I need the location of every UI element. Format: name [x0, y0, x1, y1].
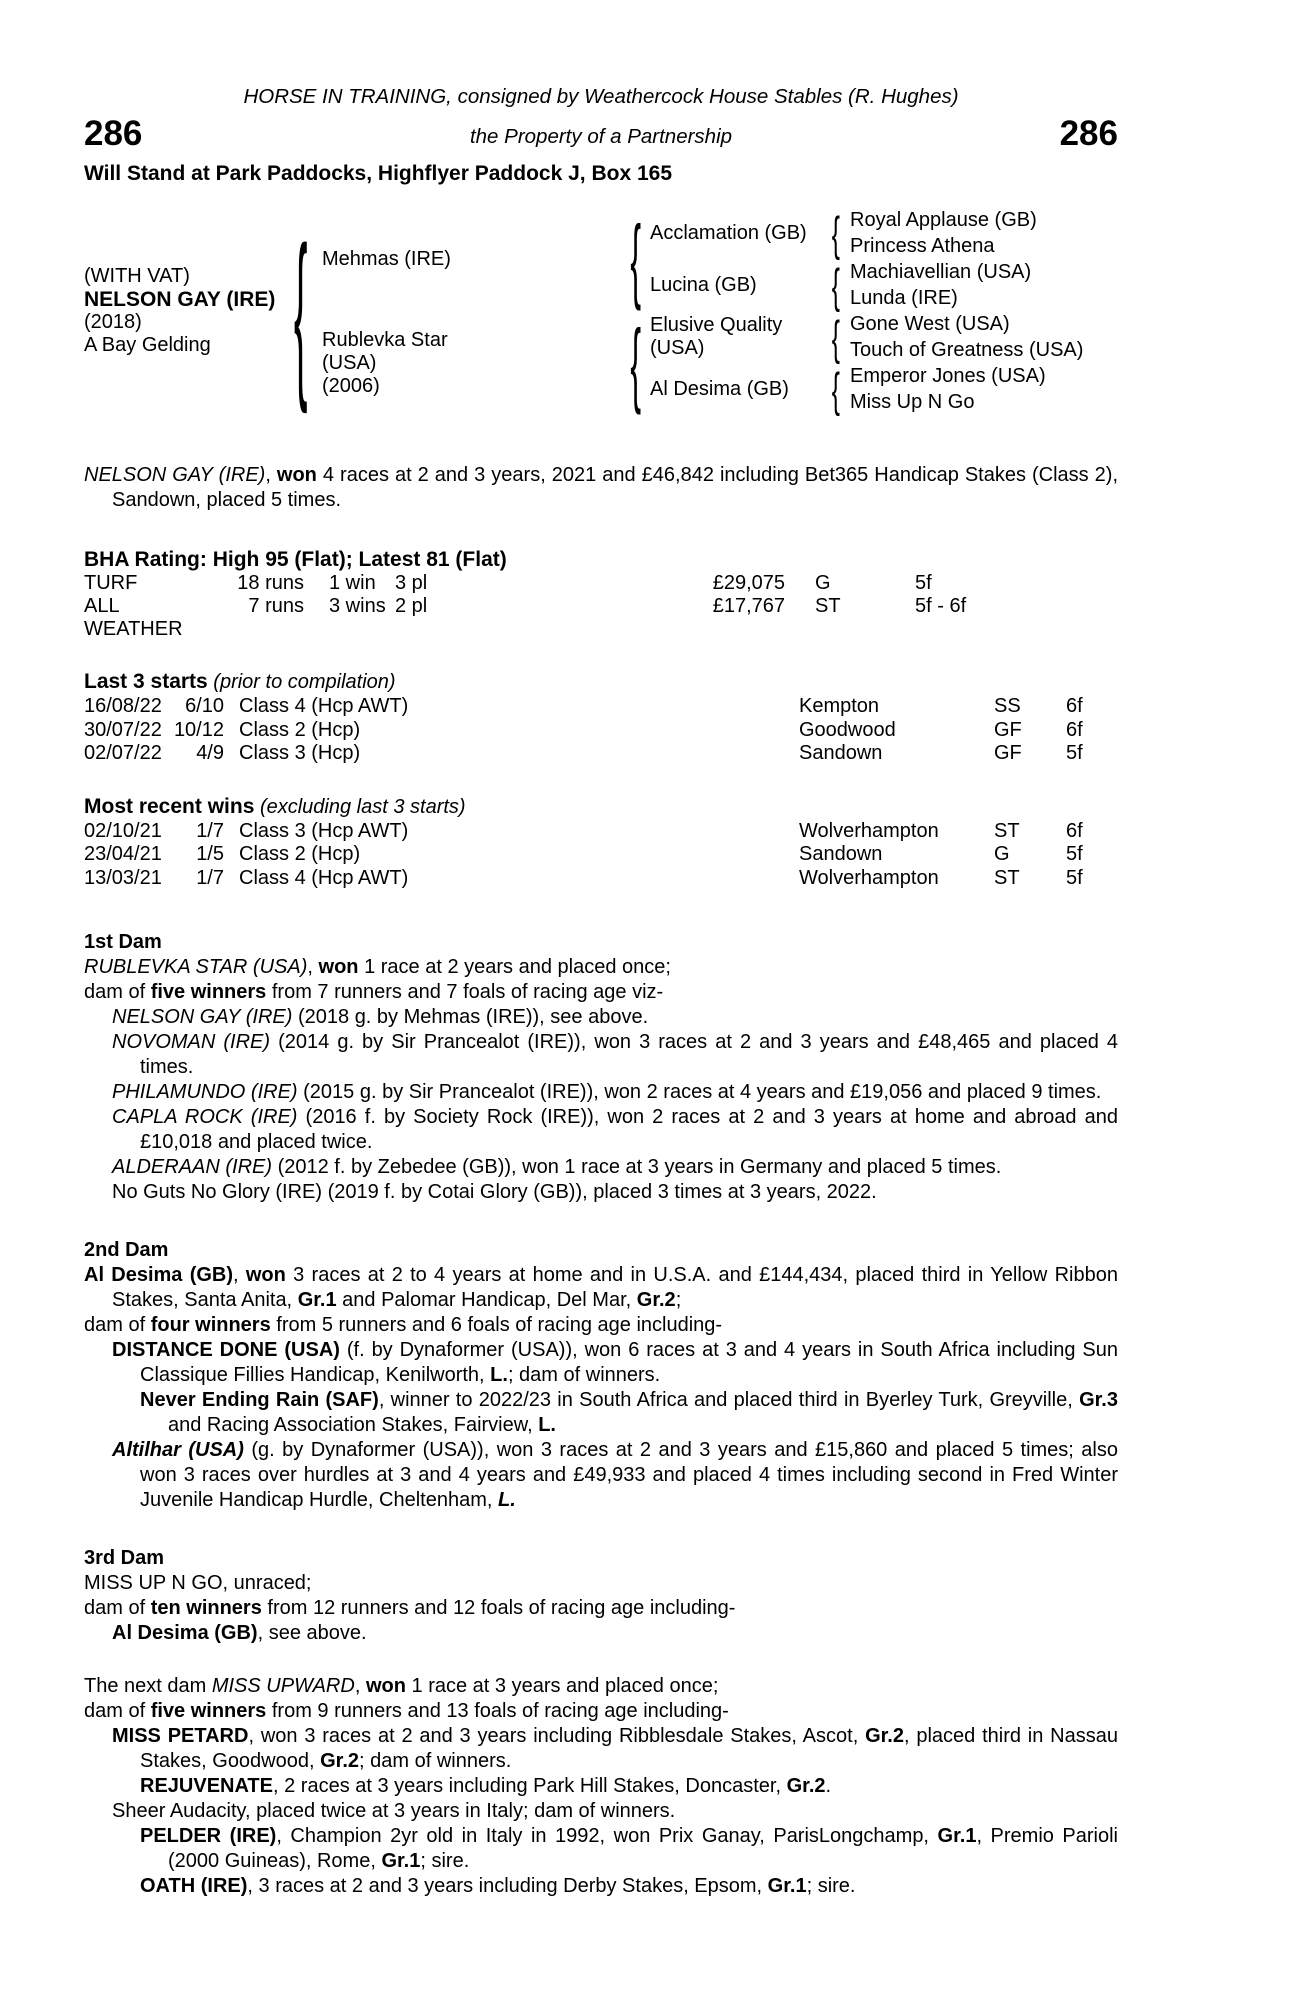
second-dam-section: [84, 1238, 1118, 1513]
pedigree-brace-gen3: [822, 259, 850, 311]
section-note: (excluding last 3 starts): [259, 795, 466, 818]
section-note: (prior to compilation): [213, 671, 396, 693]
dam-paragraph: RUBLEVKA STAR (USA), won 1 race at 2 years and placed once;: [84, 956, 671, 978]
distance-cell: 6f: [1066, 819, 1083, 842]
pedigree-gen3-name: Machiavellian (USA): [850, 260, 1032, 283]
distance-cell: 5f: [915, 572, 932, 594]
going-cell: G: [815, 572, 831, 594]
last-3-starts-heading: [84, 669, 1118, 695]
progeny-paragraph: DISTANCE DONE (USA) (f. by Dynaformer (USA)), won 6 races at 3 and 4 years in South Africa including Sun Classique Fillies Handicap, Kenilworth, L.; dam of winners.: [112, 1339, 1119, 1386]
section-title: Last 3 starts: [84, 670, 208, 693]
brace-icon: [828, 210, 844, 257]
first-dam-section: [84, 930, 1118, 1205]
progeny-paragraph: REJUVENATE, 2 races at 3 years including Park Hill Stakes, Doncaster, Gr.2.: [140, 1775, 832, 1797]
race-record-paragraph: NELSON GAY (IRE), won 4 races at 2 and 3 years, 2021 and £46,842 including Bet365 Handicap Stakes (Class 2), Sandown, placed 5 times.: [84, 464, 1118, 511]
distance-cell: 6f: [1066, 718, 1083, 741]
progeny-paragraph: Sheer Audacity, placed twice at 3 years in Italy; dam of winners.: [112, 1800, 676, 1822]
position-cell: 6/10: [185, 695, 224, 717]
first-dam-heading: 1st Dam: [84, 931, 162, 953]
brace-icon: [828, 366, 844, 413]
most-recent-wins-table: [84, 820, 1118, 891]
dam-paragraph: dam of ten winners from 12 runners and 12 foals of racing age including-: [84, 1597, 736, 1619]
horse-description: A Bay Gelding: [84, 334, 211, 356]
pedigree-gen3-name: Lunda (IRE): [850, 286, 958, 309]
third-dam-section: [84, 1546, 1118, 1646]
last-3-starts-section: [84, 669, 1118, 766]
progeny-paragraph: CAPLA ROCK (IRE) (2016 f. by Society Rock (IRE)), won 2 races at 2 and 3 years at home and abroad and £10,018 and placed twice.: [112, 1106, 1118, 1153]
wins-cell: 1 win: [329, 572, 376, 594]
most-recent-wins-section: [84, 794, 1118, 891]
progeny-paragraph: ALDERAAN (IRE) (2012 f. by Zebedee (GB)), won 1 race at 3 years in Germany and placed 5 times.: [112, 1156, 1002, 1178]
distance-cell: 5f - 6f: [915, 595, 967, 617]
progeny-paragraph: No Guts No Glory (IRE) (2019 f. by Cotai Glory (GB)), placed 3 times at 3 years, 2022.: [112, 1181, 877, 1203]
class-cell: Class 2 (Hcp): [239, 718, 361, 741]
class-cell: Class 2 (Hcp): [239, 843, 361, 865]
pedigree-brace-dam: [622, 311, 650, 415]
progeny-paragraph: OATH (IRE), 3 races at 2 and 3 years including Derby Stakes, Epsom, Gr.1; sire.: [140, 1875, 856, 1897]
section-title: Most recent wins: [84, 794, 255, 818]
dam-name: Rublevka Star (USA) (2006): [322, 328, 448, 397]
brace-icon: [620, 212, 651, 306]
progeny-paragraph: Al Desima (GB), see above.: [112, 1622, 367, 1644]
bha-rating-section: [84, 547, 1118, 641]
surface-label: TURF: [84, 572, 138, 594]
position-cell: 4/9: [196, 742, 224, 764]
dam-paragraph: dam of four winners from 5 runners and 6 foals of racing age including-: [84, 1314, 723, 1336]
lot-row: [84, 111, 1118, 153]
going-cell: G: [994, 843, 1010, 865]
distance-cell: 5f: [1066, 843, 1083, 865]
position-cell: 1/7: [196, 819, 224, 842]
pedigree-gen2-dam-sire: Elusive Quality (USA): [650, 314, 783, 359]
lot-number-right: 286: [1059, 114, 1118, 153]
progeny-paragraph: MISS PETARD, won 3 races at 2 and 3 years including Ribblesdale Stakes, Ascot, Gr.2, placed third in Nassau Stakes, Goodwood, Gr.2; dam of winners.: [112, 1725, 1118, 1772]
pedigree-gen2-sire-dam: Lucina (GB): [650, 273, 757, 296]
date-cell: 02/10/21: [84, 819, 162, 842]
progeny-paragraph: PELDER (IRE), Champion 2yr old in Italy in 1992, won Prix Ganay, ParisLongchamp, Gr.1, Premio Parioli (2000 Guineas), Rome, Gr.1; sire.: [140, 1825, 1118, 1872]
venue-cell: Goodwood: [799, 718, 896, 741]
wins-cell: 3 wins: [329, 595, 386, 617]
places-cell: 2 pl: [395, 595, 428, 617]
pedigree-brace-gen3: [822, 311, 850, 363]
vat-note: (WITH VAT): [84, 265, 190, 287]
lot-number-left: 286: [84, 114, 143, 153]
runs-cell: 18 runs: [237, 572, 304, 594]
distance-cell: 5f: [1066, 866, 1083, 889]
pedigree-gen3-name: Miss Up N Go: [850, 390, 975, 413]
pedigree-brace-gen3: [822, 207, 850, 259]
places-cell: 3 pl: [395, 572, 428, 594]
pedigree-gen3-name: Princess Athena: [850, 234, 995, 257]
next-dam-section: [84, 1674, 1118, 1899]
venue-cell: Wolverhampton: [799, 819, 939, 842]
third-dam-heading: 3rd Dam: [84, 1547, 165, 1569]
pedigree-brace-sire: [622, 207, 650, 311]
pedigree-gen3-name: Royal Applause (GB): [850, 208, 1037, 231]
pedigree-gen3-name: Emperor Jones (USA): [850, 364, 1046, 387]
sire-name: Mehmas (IRE): [322, 247, 451, 270]
surface-label: ALL WEATHER: [84, 595, 183, 640]
date-cell: 30/07/22: [84, 718, 162, 741]
dam-paragraph: dam of five winners from 7 runners and 7 foals of racing age viz-: [84, 981, 664, 1003]
going-cell: GF: [994, 742, 1022, 764]
pedigree-gen2-sire-sire: Acclamation (GB): [650, 221, 807, 244]
bha-table: [84, 572, 1118, 641]
brace-icon: [620, 316, 651, 410]
position-cell: 1/5: [196, 843, 224, 865]
going-cell: SS: [994, 695, 1021, 717]
venue-cell: Sandown: [799, 742, 883, 764]
class-cell: Class 3 (Hcp AWT): [239, 819, 409, 842]
date-cell: 23/04/21: [84, 843, 162, 865]
progeny-paragraph: PHILAMUNDO (IRE) (2015 g. by Sir Prancealot (IRE)), won 2 races at 4 years and £19,056 and placed 9 times.: [112, 1081, 1102, 1103]
horse-name: NELSON GAY (IRE): [84, 288, 276, 311]
most-recent-wins-heading: [84, 794, 1118, 820]
pedigree-table: [84, 207, 1118, 415]
venue-cell: Kempton: [799, 695, 880, 717]
pedigree-gen2-dam-dam: Al Desima (GB): [650, 377, 789, 400]
position-cell: 10/12: [173, 718, 224, 741]
going-cell: ST: [815, 595, 841, 617]
consignor-line: HORSE IN TRAINING, consigned by Weathercock House Stables (R. Hughes): [243, 85, 959, 108]
prize-cell: £17,767: [712, 595, 785, 617]
prize-cell: £29,075: [712, 572, 785, 594]
second-dam-heading: 2nd Dam: [84, 1239, 169, 1261]
class-cell: Class 4 (Hcp AWT): [239, 866, 409, 889]
class-cell: Class 4 (Hcp AWT): [239, 695, 409, 717]
pedigree-gen3-name: Touch of Greatness (USA): [850, 338, 1084, 361]
distance-cell: 5f: [1066, 742, 1083, 764]
going-cell: ST: [994, 819, 1020, 842]
progeny-paragraph: Altilhar (USA) (g. by Dynaformer (USA)), won 3 races at 2 and 3 years and £15,860 and placed 5 times; also won 3 races over hurdles at 3 and 4 years and £49,933 and placed 4 times including second in Fred Winter Juvenile Handicap Hurdle, Cheltenham, L.: [112, 1439, 1118, 1511]
dam-paragraph: dam of five winners from 9 runners and 13 foals of racing age including-: [84, 1700, 729, 1722]
class-cell: Class 3 (Hcp): [239, 742, 361, 764]
date-cell: 13/03/21: [84, 866, 162, 889]
pedigree-brace-main: [280, 207, 322, 415]
last-3-starts-table: [84, 695, 1118, 766]
going-cell: GF: [994, 718, 1022, 741]
progeny-paragraph: Never Ending Rain (SAF), winner to 2022/23 in South Africa and placed third in Byerley Turk, Greyville, Gr.3 and Racing Association Stakes, Fairview, L.: [140, 1389, 1118, 1436]
date-cell: 02/07/22: [84, 742, 162, 764]
bha-rating-heading: BHA Rating: High 95 (Flat); Latest 81 (Flat): [84, 548, 507, 571]
stand-location-line: Will Stand at Park Paddocks, Highflyer Paddock J, Box 165: [84, 162, 672, 185]
dam-paragraph: Al Desima (GB), won 3 races at 2 to 4 years at home and in U.S.A. and £144,434, placed third in Yellow Ribbon Stakes, Santa Anita, Gr.1 and Palomar Handicap, Del Mar, Gr.2;: [84, 1264, 1118, 1311]
venue-cell: Wolverhampton: [799, 866, 939, 889]
progeny-paragraph: NOVOMAN (IRE) (2014 g. by Sir Prancealot (IRE)), won 3 races at 2 and 3 years and £48,465 and placed 4 times.: [112, 1031, 1118, 1078]
brace-icon: [828, 314, 844, 361]
runs-cell: 7 runs: [248, 595, 304, 617]
venue-cell: Sandown: [799, 843, 883, 865]
progeny-paragraph: NELSON GAY (IRE) (2018 g. by Mehmas (IRE)), see above.: [112, 1006, 649, 1028]
distance-cell: 6f: [1066, 695, 1083, 717]
pedigree-gen3-name: Gone West (USA): [850, 312, 1010, 335]
going-cell: ST: [994, 866, 1020, 889]
pedigree-brace-gen3: [822, 363, 850, 415]
horse-block: [84, 207, 280, 415]
property-line: the Property of a Partnership: [469, 125, 733, 148]
foaling-year: (2018): [84, 311, 142, 333]
date-cell: 16/08/22: [84, 695, 162, 717]
position-cell: 1/7: [196, 866, 224, 889]
dam-paragraph: The next dam MISS UPWARD, won 1 race at 3 years and placed once;: [84, 1675, 719, 1697]
brace-icon: [828, 262, 844, 309]
dam-paragraph: MISS UP N GO, unraced;: [84, 1572, 312, 1594]
